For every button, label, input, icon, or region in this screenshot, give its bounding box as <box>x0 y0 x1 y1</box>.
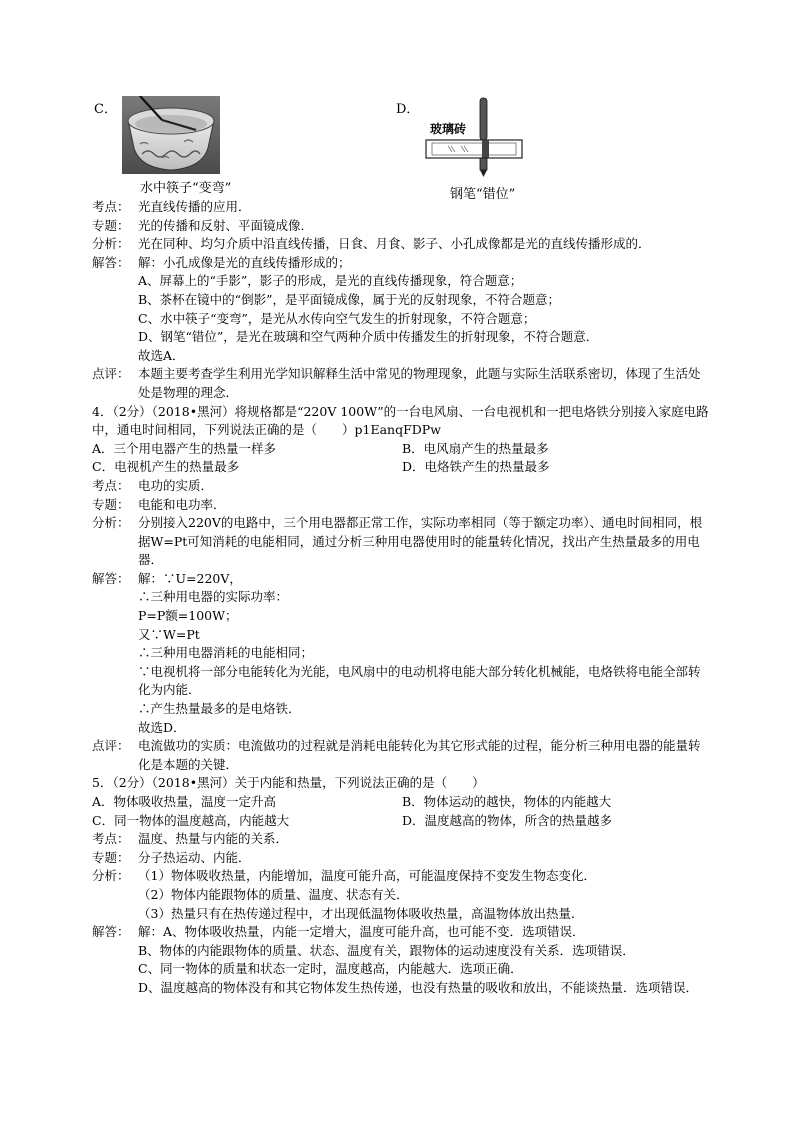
q5-kaodian-text: 温度、热量与内能的关系． <box>138 831 289 847</box>
q4-jieda-label: 解答： <box>92 570 130 586</box>
q5-option-a: A．物体吸收热量，温度一定升高 <box>92 794 277 809</box>
q5-options-row <box>92 793 712 812</box>
q4-zhuanti-text: 电能和电功率． <box>138 496 226 512</box>
q3-kaodian-text: 光直线传播的应用． <box>138 199 251 214</box>
q5-jieda-label: 解答： <box>92 924 130 940</box>
q3-jieda-line: 故选A． <box>138 347 185 363</box>
q5-fenxi-line: （3）热量只有在热传递过程中，才出现低温物体吸收热量，高温物体放出热量． <box>138 905 584 921</box>
q4-stem: 4．（2分）（2018•黑河）将规格都是“220V 100W”的一台电风扇、一台电视机和一把电烙铁分别接入家庭电路中，通电时间相同，下列说法正确的是（ ）p1EanqFDPw <box>92 403 709 438</box>
q5-jieda-line: B、物体的内能跟物体的质量、状态、温度有关，跟物体的运动速度没有关系．选项错误． <box>138 942 635 958</box>
q4-jieda-line: ∴三种用电器消耗的电能相同； <box>138 645 314 661</box>
figure-d-caption: 钢笔“错位” <box>450 187 516 202</box>
q4-jieda-line: ∴三种用电器的实际功率： <box>138 589 289 605</box>
q4-option-d: D．电烙铁产生的热量最多 <box>402 459 550 475</box>
q4-options-row <box>92 440 712 459</box>
glass-brick-label: 玻璃砖 <box>430 122 467 136</box>
q4-jieda-line: 故选D． <box>138 719 186 735</box>
q4-fenxi-text: 分别接入220V的电路中，三个用电器都正常工作，实际功率相同（等于额定功率）、通电时间相同，根据W=Pt可知消耗的电能相同，通过分析三种用电器使用时的能量转化情况，找出产生热量最多的用电器． <box>138 515 703 568</box>
q4-option-b: B．电风扇产生的热量最多 <box>402 440 549 456</box>
q3-jieda-line: A、屏幕上的“手影”，影子的形成，是光的直线传播现象，符合题意； <box>138 273 523 289</box>
figure-c-caption: 水中筷子“变弯” <box>140 181 232 196</box>
q4-zhuanti-label: 专题： <box>92 496 130 512</box>
q5-jieda-line: C、同一物体的质量和状态一定时，温度越高，内能越大．选项正确． <box>138 961 523 977</box>
q3-dianping-text: 本题主要考查学生利用光学知识解释生活中常见的物理现象，此题与实际生活联系密切，体现了生活处处是物理的理念． <box>138 366 701 400</box>
pen-glass-icon <box>424 96 528 178</box>
q4-options-row <box>92 458 712 477</box>
q4-jieda-line: ∴产生热量最多的是电烙铁． <box>138 701 301 717</box>
q4-jieda-line: 又∵W=Pt <box>138 626 200 642</box>
q5-option-d: D．温度越高的物体，所含的热量越多 <box>402 812 613 828</box>
q3-jieda-line: C、水中筷子“变弯”，是光从水传向空气发生的折射现象，不符合题意； <box>138 310 536 326</box>
q3-zhuanti-label: 专题： <box>92 217 130 233</box>
q5-option-c: C．同一物体的温度越高，内能越大 <box>92 812 290 828</box>
q5-fenxi-line: （1）物体吸收热量，内能增加，温度可能升高，可能温度保持不变发生物态变化． <box>138 868 596 884</box>
q4-dianping-text: 电流做功的实质：电流做功的过程就是消耗电能转化为其它形式能的过程，能分析三种用电器的能量转化是本题的关键． <box>138 738 701 772</box>
q5-stem: 5．（2分）（2018•黑河）关于内能和热量，下列说法正确的是（ ） <box>92 775 485 791</box>
q3-zhuanti <box>92 217 712 236</box>
q3-jieda-line: D、钢笔“错位”，是光在玻璃和空气两种介质中传播发生的折射现象，不符合题意． <box>138 329 599 345</box>
pen-through-glass-brick <box>424 96 528 178</box>
bowl-chopstick-icon <box>122 96 220 174</box>
q5-fenxi-label: 分析： <box>92 868 130 884</box>
figure-d-letter: D． <box>396 102 420 117</box>
q5-zhuanti <box>92 849 712 868</box>
q5-jieda-line: 解：A、物体吸收热量，内能一定增大，温度可能升高，也可能不变．选项错误． <box>138 924 585 940</box>
q5-zhuanti-label: 专题： <box>92 849 130 865</box>
q3-kaodian-label: 考点： <box>92 199 130 214</box>
q5-option-b: B．物体运动的越快，物体的内能越大 <box>402 794 612 809</box>
q5-jieda-line: D、温度越高的物体没有和其它物体发生热传递，也没有热量的吸收和放出，不能谈热量．选项错误． <box>138 979 699 995</box>
q4-option-a: A．三个用电器产生的热量一样多 <box>92 440 277 456</box>
q4-zhuanti <box>92 496 712 515</box>
q4-dianping-label: 点评： <box>92 738 130 754</box>
q3-dianping-label: 点评： <box>92 366 130 382</box>
q3-dianping <box>92 365 712 402</box>
q3-fenxi <box>92 235 712 254</box>
q5-options-row <box>92 812 712 831</box>
q4-option-c: C．电视机产生的热量最多 <box>92 459 240 475</box>
q5-kaodian <box>92 830 712 849</box>
q3-jieda-line: B、茶杯在镜中的“倒影”，是平面镜成像，属于光的反射现象，不符合题意； <box>138 291 560 307</box>
q4-kaodian-label: 考点： <box>92 477 130 493</box>
q5-zhuanti-text: 分子热运动、内能． <box>138 849 251 865</box>
q4-kaodian-text: 电功的实质． <box>138 477 214 493</box>
q4-fenxi <box>92 514 712 570</box>
q3-jieda-label: 解答： <box>92 254 130 270</box>
q3-zhuanti-text: 光的传播和反射、平面镜成像． <box>138 217 314 233</box>
q4-dianping <box>92 737 712 774</box>
solution-text <box>92 198 712 998</box>
q3-jieda <box>92 254 712 273</box>
q4-jieda-line: ∵电视机将一部分电能转化为光能，电风扇中的电动机将电能大部分转化机械能，电烙铁将电能全部转化为内能． <box>138 663 701 698</box>
q5-fenxi-line: （2）物体内能跟物体的质量、温度、状态有关． <box>138 886 409 902</box>
q5-jieda <box>92 923 712 942</box>
q4-fenxi-label: 分析： <box>92 515 130 531</box>
q3-kaodian <box>92 198 712 217</box>
q3-fenxi-text: 光在同种、均匀介质中沿直线传播，日食、月食、影子、小孔成像都是光的直线传播形成的． <box>138 236 651 252</box>
q4-jieda-line: P=P额=100W； <box>138 608 238 624</box>
q4-jieda <box>92 570 712 589</box>
figure-c-letter: C． <box>94 102 117 117</box>
q5-kaodian-label: 考点： <box>92 831 130 847</box>
q5-fenxi <box>92 867 712 886</box>
bowl-with-chopstick-photo <box>122 96 220 174</box>
q4-jieda-line: 解：∵U=220V， <box>138 570 242 586</box>
q3-fenxi-label: 分析： <box>92 236 130 252</box>
q4-kaodian <box>92 477 712 496</box>
q3-jieda-line: 解：小孔成像是光的直线传播形成的； <box>138 254 351 270</box>
